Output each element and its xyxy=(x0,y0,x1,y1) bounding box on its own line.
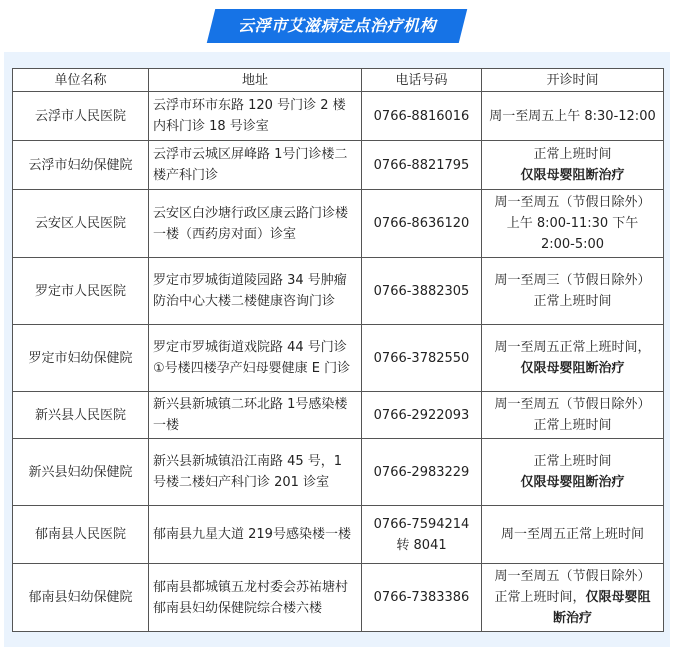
hours-line xyxy=(486,358,659,379)
address-cell: 罗定市罗城街道陵园路 34 号肿瘤防治中心大楼二楼健康咨询门诊 xyxy=(149,258,362,325)
phone-cell xyxy=(362,392,482,439)
unit-name-cell: 云浮市妇幼保健院 xyxy=(13,141,149,190)
hours-cell xyxy=(482,141,664,190)
address-cell: 郁南县都城镇五龙村委会苏祐塘村郁南县妇幼保健院综合楼六楼 xyxy=(149,564,362,632)
hours-cell xyxy=(482,325,664,392)
address-cell: 云安区白沙塘行政区康云路门诊楼一楼（西药房对面）诊室 xyxy=(149,190,362,258)
hours-cell xyxy=(482,439,664,506)
hours-cell xyxy=(482,392,664,439)
unit-name-cell: 云安区人民医院 xyxy=(13,190,149,258)
phone-cell xyxy=(362,190,482,258)
hours-line xyxy=(486,144,659,165)
hours-text: 上午 8:00-11:30 下午 xyxy=(506,216,639,231)
address-cell: 郁南县九星大道 219号感染楼一楼 xyxy=(149,506,362,564)
phone-number: 转 8041 xyxy=(396,537,447,553)
hours-text: 周一至周五上午 8:30-12:00 xyxy=(489,108,656,124)
phone-cell xyxy=(362,564,482,632)
hours-line xyxy=(486,394,659,415)
page-title: 云浮市艾滋病定点治疗机构 xyxy=(237,16,436,35)
address-cell: 罗定市罗城街道戏院路 44 号门诊①号楼四楼孕产妇母婴健康 E 门诊 xyxy=(149,325,362,392)
hours-line xyxy=(486,165,659,186)
hours-line xyxy=(486,608,659,629)
hours-text: 周一至周三（节假日除外） xyxy=(494,273,651,288)
hours-text: 周一至周五正常上班时间 xyxy=(500,527,644,542)
clinic-table xyxy=(12,68,664,632)
restriction-note: 仅限母婴阻断治疗 xyxy=(520,168,625,183)
unit-name-cell: 新兴县人民医院 xyxy=(13,392,149,439)
unit-name-cell: 云浮市人民医院 xyxy=(13,92,149,141)
table-row xyxy=(13,392,664,439)
phone-number: 0766-3882305 xyxy=(373,283,470,299)
table-row xyxy=(13,439,664,506)
hours-line xyxy=(486,106,659,127)
phone-number: 0766-7594214 xyxy=(373,516,470,532)
hours-line xyxy=(486,270,659,291)
restriction-note: 仅限母婴阻 xyxy=(585,590,651,605)
restriction-note: 仅限母婴阻断治疗 xyxy=(520,361,625,376)
address-cell: 云浮市云城区屏峰路 1号门诊楼二楼产科门诊 xyxy=(149,141,362,190)
table-header-row xyxy=(13,69,664,92)
hours-text: 正常上班时间 xyxy=(533,147,612,162)
hours-text: 2:00-5:00 xyxy=(540,237,605,252)
unit-name-cell: 郁南县妇幼保健院 xyxy=(13,564,149,632)
header-address: 地址 xyxy=(149,69,362,92)
hours-text: 周一至周五（节假日除外） xyxy=(494,195,651,210)
restriction-note: 断治疗 xyxy=(552,611,592,626)
hours-cell xyxy=(482,92,664,141)
phone-cell xyxy=(362,258,482,325)
hours-cell xyxy=(482,190,664,258)
hours-cell xyxy=(482,506,664,564)
address-cell: 新兴县新城镇沿江南路 45 号，1 号楼二楼妇产科门诊 201 诊室 xyxy=(149,439,362,506)
table-row xyxy=(13,506,664,564)
hours-line xyxy=(486,234,659,255)
phone-cell xyxy=(362,141,482,190)
phone-cell xyxy=(362,92,482,141)
phone-number: 0766-2983229 xyxy=(373,464,470,480)
phone-number: 0766-8821795 xyxy=(373,157,470,173)
phone-cell xyxy=(362,439,482,506)
table-body xyxy=(13,92,664,632)
hours-text: 正常上班时间 xyxy=(533,418,612,433)
unit-name-cell: 新兴县妇幼保健院 xyxy=(13,439,149,506)
hours-line xyxy=(486,566,659,587)
phone-number: 0766-2922093 xyxy=(373,407,470,423)
hours-text: 正常上班时间 xyxy=(533,454,612,469)
hours-line xyxy=(486,524,659,545)
hours-line xyxy=(486,192,659,213)
hours-text: 周一至周五正常上班时间， xyxy=(494,340,651,355)
hours-line xyxy=(486,291,659,312)
phone-number: 0766-8816016 xyxy=(373,108,470,124)
hours-line xyxy=(486,415,659,436)
table-row xyxy=(13,141,664,190)
hours-line xyxy=(486,587,659,608)
header-unit-name: 单位名称 xyxy=(13,69,149,92)
hours-text: 正常上班时间 xyxy=(533,294,612,309)
hours-cell xyxy=(482,258,664,325)
table-row xyxy=(13,190,664,258)
hours-line xyxy=(486,451,659,472)
hours-text: 周一至周五（节假日除外） xyxy=(494,397,651,412)
unit-name-cell: 郁南县人民医院 xyxy=(13,506,149,564)
restriction-note: 仅限母婴阻断治疗 xyxy=(520,475,625,490)
phone-number: 0766-3782550 xyxy=(373,350,470,366)
hours-line xyxy=(486,472,659,493)
phone-number: 0766-7383386 xyxy=(373,590,470,605)
table-row xyxy=(13,564,664,632)
header-phone: 电话号码 xyxy=(362,69,482,92)
phone-number: 0766-8636120 xyxy=(373,216,470,231)
hours-cell xyxy=(482,564,664,632)
phone-cell xyxy=(362,325,482,392)
unit-name-cell: 罗定市人民医院 xyxy=(13,258,149,325)
hours-text: 周一至周五（节假日除外） xyxy=(494,569,651,584)
table-row xyxy=(13,92,664,141)
hours-line xyxy=(486,337,659,358)
table-row xyxy=(13,325,664,392)
header-hours: 开诊时间 xyxy=(482,69,664,92)
table-row xyxy=(13,258,664,325)
address-cell: 新兴县新城镇二环北路 1号感染楼一楼 xyxy=(149,392,362,439)
address-cell: 云浮市环市东路 120 号门诊 2 楼内科门诊 18 号诊室 xyxy=(149,92,362,141)
phone-cell xyxy=(362,506,482,564)
unit-name-cell: 罗定市妇幼保健院 xyxy=(13,325,149,392)
hours-text: 正常上班时间， xyxy=(494,590,586,605)
hours-line xyxy=(486,213,659,234)
